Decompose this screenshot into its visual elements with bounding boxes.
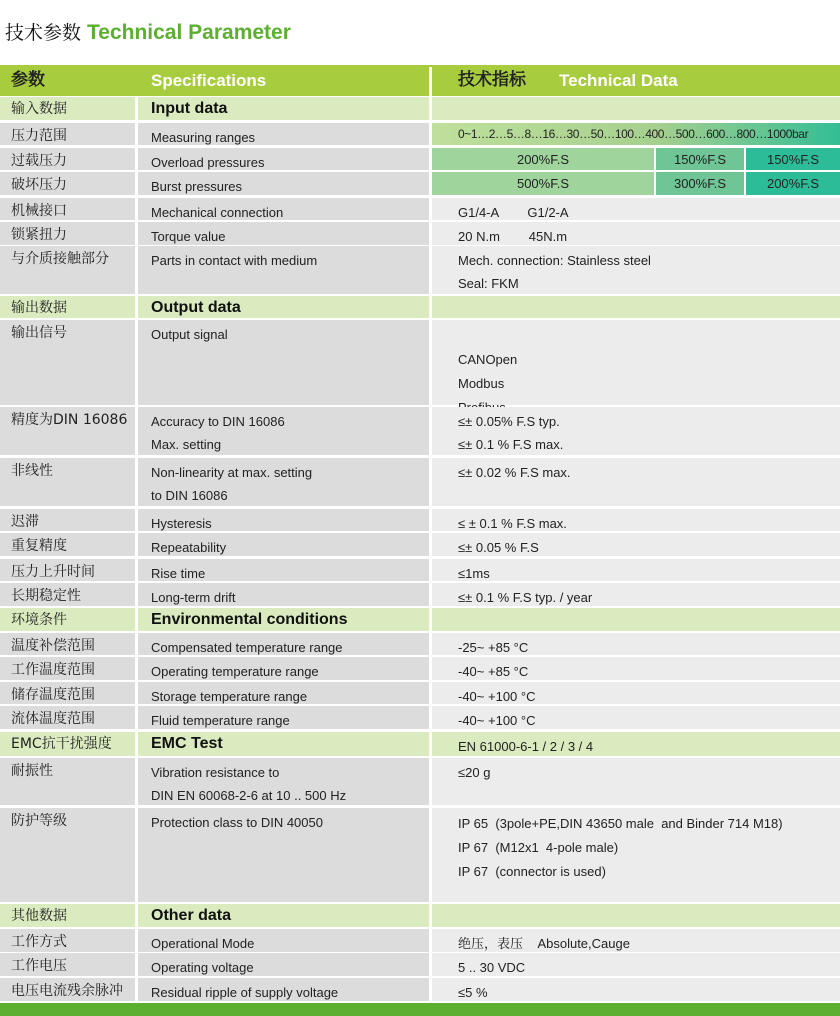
spec-en-label: Fluid temperature range xyxy=(151,713,290,728)
footer-bar xyxy=(0,1003,840,1016)
spec-en-label: Storage temperature range xyxy=(151,689,308,704)
range-segment-value: 200%F.S xyxy=(432,148,654,170)
tech-data-value: ≤20 g xyxy=(458,765,491,780)
tech-data-cell xyxy=(432,953,840,976)
table-row xyxy=(0,222,840,245)
table-row xyxy=(0,198,840,220)
tech-data-cell xyxy=(432,246,840,294)
table-row xyxy=(0,123,840,145)
table-row xyxy=(0,172,840,195)
tech-data-value: 绝压，表压 Absolute,Cauge xyxy=(458,936,630,951)
table-row xyxy=(0,633,840,655)
spec-en-label: Environmental conditions xyxy=(151,611,348,628)
spec-en-cell xyxy=(138,706,429,729)
param-cn-cell xyxy=(0,904,135,927)
tech-data-value: -40~ +100 °C xyxy=(458,713,536,728)
spec-en-cell xyxy=(138,123,429,145)
table-row xyxy=(0,808,840,902)
param-cn-cell xyxy=(0,978,135,1001)
param-cn-label: 输出数据 xyxy=(11,300,67,316)
tech-data-cell xyxy=(432,978,840,1001)
tech-data-value: G1/4-A G1/2-A xyxy=(458,205,569,220)
param-cn-cell xyxy=(0,657,135,680)
param-cn-cell xyxy=(0,198,135,220)
range-segment-value: 300%F.S xyxy=(656,172,744,195)
tech-data-cell xyxy=(432,929,840,952)
spec-en-label: Mechanical connection xyxy=(151,205,284,220)
spec-en-cell xyxy=(138,533,429,556)
spec-en-cell xyxy=(138,320,429,405)
tech-data-cell xyxy=(432,633,840,655)
range-segment-value: 150%F.S xyxy=(746,148,840,170)
tech-data-value: ≤± 0.05 % F.S xyxy=(458,540,539,555)
tech-data-value: 5 .. 30 VDC xyxy=(458,960,526,975)
param-cn-cell xyxy=(0,123,135,145)
section-row xyxy=(0,732,840,756)
param-cn-label: 迟滞 xyxy=(11,514,39,530)
tech-data-cell xyxy=(432,608,840,631)
measuring-ranges-value: 0~1…2…5…8…16…30…50…100…400…500…600…800…1000bar xyxy=(458,127,809,141)
range-segment-value: 150%F.S xyxy=(656,148,744,170)
table-row xyxy=(0,953,840,976)
param-cn-label: 流体温度范围 xyxy=(11,711,95,727)
param-cn-cell xyxy=(0,246,135,294)
param-cn-cell xyxy=(0,608,135,631)
header-specifications: Specifications xyxy=(151,71,267,90)
measuring-ranges-bar xyxy=(432,123,840,145)
tech-data-cell xyxy=(432,533,840,556)
table-row xyxy=(0,320,840,405)
spec-en-cell xyxy=(138,509,429,531)
table-row xyxy=(0,758,840,805)
range-segment-value: 500%F.S xyxy=(432,172,654,195)
tech-data-value: -25~ +85 °C xyxy=(458,640,529,655)
header-technical-data-cn: 技术指标 xyxy=(458,70,526,90)
tech-data-cell xyxy=(432,407,840,455)
param-cn-label: 压力上升时间 xyxy=(11,564,95,580)
spec-en-cell xyxy=(138,148,429,170)
spec-en-label: Output data xyxy=(151,299,241,316)
spec-en-cell xyxy=(138,583,429,606)
spec-en-label: Other data xyxy=(151,907,232,924)
param-cn-label: 防护等级 xyxy=(11,813,67,829)
header-technical-data-en: Technical Data xyxy=(559,71,678,90)
tech-data-cell xyxy=(432,808,840,902)
spec-en-label: Hysteresis xyxy=(151,516,212,531)
tech-data-value: 20 N.m 45N.m xyxy=(458,229,568,244)
spec-en-label: EMC Test xyxy=(151,735,223,752)
tech-data-cell xyxy=(432,758,840,805)
spec-en-label: Repeatability xyxy=(151,540,227,555)
param-cn-cell xyxy=(0,172,135,195)
section-row xyxy=(0,296,840,318)
param-cn-cell xyxy=(0,407,135,455)
param-cn-label: 储存温度范围 xyxy=(11,687,95,703)
spec-en-cell xyxy=(138,222,429,245)
spec-en-label: Measuring ranges xyxy=(151,130,256,145)
param-cn-cell xyxy=(0,458,135,506)
param-cn-label: 过载压力 xyxy=(11,153,67,169)
param-cn-cell xyxy=(0,533,135,556)
tech-data-value: CANOpen Modbus xyxy=(458,352,518,391)
spec-en-cell xyxy=(138,633,429,655)
tech-data-value: -40~ +85 °C xyxy=(458,664,529,679)
tech-data-value: EN 61000-6-1 / 2 / 3 / 4 xyxy=(458,739,594,754)
tech-data-cell xyxy=(432,320,840,405)
spec-en-label: Input data xyxy=(151,100,228,117)
param-cn-label: 工作方式 xyxy=(11,934,67,950)
param-cn-label: 电压电流残余脉冲 xyxy=(11,983,123,999)
section-row xyxy=(0,904,840,927)
table-row xyxy=(0,509,840,531)
section-row xyxy=(0,608,840,631)
table-row xyxy=(0,246,840,294)
spec-en-label: Accuracy to DIN 16086 Max. setting xyxy=(151,414,285,452)
spec-en-label: Long-term drift xyxy=(151,590,236,605)
spec-en-cell xyxy=(138,296,429,318)
spec-en-cell xyxy=(138,682,429,704)
tech-data-cell xyxy=(432,732,840,756)
tech-data-cell xyxy=(432,296,840,318)
spec-en-label: Overload pressures xyxy=(151,155,265,170)
spec-en-label: Torque value xyxy=(151,229,226,244)
section-row xyxy=(0,97,840,120)
param-cn-cell xyxy=(0,148,135,170)
param-cn-label: EMC抗干扰强度 xyxy=(11,736,112,752)
tech-data-value: Mech. connection: Stainless steel Seal: FKM xyxy=(458,253,651,291)
param-cn-cell xyxy=(0,97,135,120)
param-cn-label: 工作温度范围 xyxy=(11,662,95,678)
spec-en-cell xyxy=(138,608,429,631)
param-cn-label: 输入数据 xyxy=(11,101,67,117)
tech-data-value: ≤± 0.05% F.S typ. ≤± 0.1 % F.S max. xyxy=(458,414,564,452)
param-cn-label: 长期稳定性 xyxy=(11,588,81,604)
tech-data-value: IP 65 (3pole+PE,DIN 43650 male and Binder 714 M18) IP 67 (M12x1 4-pole male) IP 67 (connector is used) xyxy=(458,816,783,879)
param-cn-cell xyxy=(0,706,135,729)
spec-en-label: Non-linearity at max. setting to DIN 16086 xyxy=(151,465,313,503)
spec-en-label: Rise time xyxy=(151,566,206,581)
tech-data-cell xyxy=(432,583,840,606)
spec-en-cell xyxy=(138,198,429,220)
tech-data-cell xyxy=(432,682,840,704)
tech-data-value: ≤ ± 0.1 % F.S max. xyxy=(458,516,567,531)
table-row xyxy=(0,682,840,704)
spec-en-label: Residual ripple of supply voltage xyxy=(151,985,339,1000)
param-cn-label: 压力范围 xyxy=(11,128,67,144)
tech-data-cell xyxy=(432,198,840,220)
param-cn-label: 破坏压力 xyxy=(11,177,67,193)
table-row xyxy=(0,533,840,556)
spec-en-label: Operating temperature range xyxy=(151,664,319,679)
tech-data-value: ≤1ms xyxy=(458,566,490,581)
table-row xyxy=(0,706,840,729)
param-cn-cell xyxy=(0,929,135,952)
spec-en-cell xyxy=(138,172,429,195)
param-cn-cell xyxy=(0,320,135,405)
param-cn-cell xyxy=(0,682,135,704)
tech-data-cell xyxy=(432,559,840,581)
param-cn-label: 温度补偿范围 xyxy=(11,638,95,654)
param-cn-cell xyxy=(0,559,135,581)
param-cn-cell xyxy=(0,296,135,318)
param-cn-label: 与介质接触部分 xyxy=(11,251,109,267)
tech-data-cell xyxy=(432,97,840,120)
tech-data-cell xyxy=(432,657,840,680)
table-row xyxy=(0,148,840,170)
tech-data-cell xyxy=(432,222,840,245)
spec-en-label: Compensated temperature range xyxy=(151,640,343,655)
page-title xyxy=(5,18,291,52)
table-row xyxy=(0,559,840,581)
param-cn-cell xyxy=(0,732,135,756)
table-row xyxy=(0,583,840,606)
spec-en-cell xyxy=(138,246,429,294)
tech-data-cell xyxy=(432,458,840,506)
spec-en-label: Vibration resistance to DIN EN 60068-2-6 at 10 .. 500 Hz xyxy=(151,765,347,803)
param-cn-cell xyxy=(0,633,135,655)
param-cn-cell xyxy=(0,509,135,531)
spec-en-cell xyxy=(138,97,429,120)
page-title-en: Technical Parameter xyxy=(87,21,291,44)
param-cn-cell xyxy=(0,222,135,245)
spec-en-cell xyxy=(138,458,429,506)
spec-en-cell xyxy=(138,953,429,976)
tech-data-value: ≤± 0.1 % F.S typ. / year xyxy=(458,590,593,605)
spec-en-label: Burst pressures xyxy=(151,179,243,194)
spec-en-label: Operating voltage xyxy=(151,960,254,975)
param-cn-label: 机械接口 xyxy=(11,203,67,219)
param-cn-label: 锁紧扭力 xyxy=(11,227,67,243)
tech-data-value: -40~ +100 °C xyxy=(458,689,536,704)
spec-en-cell xyxy=(138,808,429,902)
spec-en-label: Protection class to DIN 40050 xyxy=(151,815,323,830)
param-cn-label: 工作电压 xyxy=(11,958,67,974)
header-parameter: 参数 xyxy=(11,70,45,90)
tech-data-cell xyxy=(432,904,840,927)
param-cn-label: 其他数据 xyxy=(11,908,67,924)
table-header xyxy=(0,65,840,96)
table-row xyxy=(0,407,840,455)
spec-en-cell xyxy=(138,929,429,952)
param-cn-cell xyxy=(0,808,135,902)
spec-en-label: Output signal xyxy=(151,327,228,342)
param-cn-cell xyxy=(0,953,135,976)
table-row xyxy=(0,657,840,680)
page-title-cn: 技术参数 xyxy=(5,22,82,44)
spec-en-cell xyxy=(138,559,429,581)
range-segment-value: 200%F.S xyxy=(746,172,840,195)
tech-data-cell xyxy=(432,509,840,531)
spec-en-cell xyxy=(138,657,429,680)
param-cn-label: 精度为DIN 16086 xyxy=(11,412,128,428)
param-cn-label: 重复精度 xyxy=(11,538,67,554)
param-cn-label: 耐振性 xyxy=(11,763,53,779)
spec-en-cell xyxy=(138,732,429,756)
param-cn-cell xyxy=(0,758,135,805)
table-row xyxy=(0,978,840,1001)
tech-data-value: ≤5 % xyxy=(458,985,488,1000)
spec-en-cell xyxy=(138,407,429,455)
spec-en-label: Operational Mode xyxy=(151,936,255,951)
param-cn-label: 非线性 xyxy=(11,463,53,479)
tech-data-value: ≤± 0.02 % F.S max. xyxy=(458,465,571,480)
header-divider xyxy=(429,67,432,96)
param-cn-label: 输出信号 xyxy=(11,325,67,341)
spec-en-cell xyxy=(138,978,429,1001)
param-cn-cell xyxy=(0,583,135,606)
spec-en-cell xyxy=(138,758,429,805)
spec-en-cell xyxy=(138,904,429,927)
table-row xyxy=(0,458,840,506)
tech-data-cell xyxy=(432,706,840,729)
param-cn-label: 环境条件 xyxy=(11,612,67,628)
spec-en-label: Parts in contact with medium xyxy=(151,253,318,268)
table-row xyxy=(0,929,840,952)
